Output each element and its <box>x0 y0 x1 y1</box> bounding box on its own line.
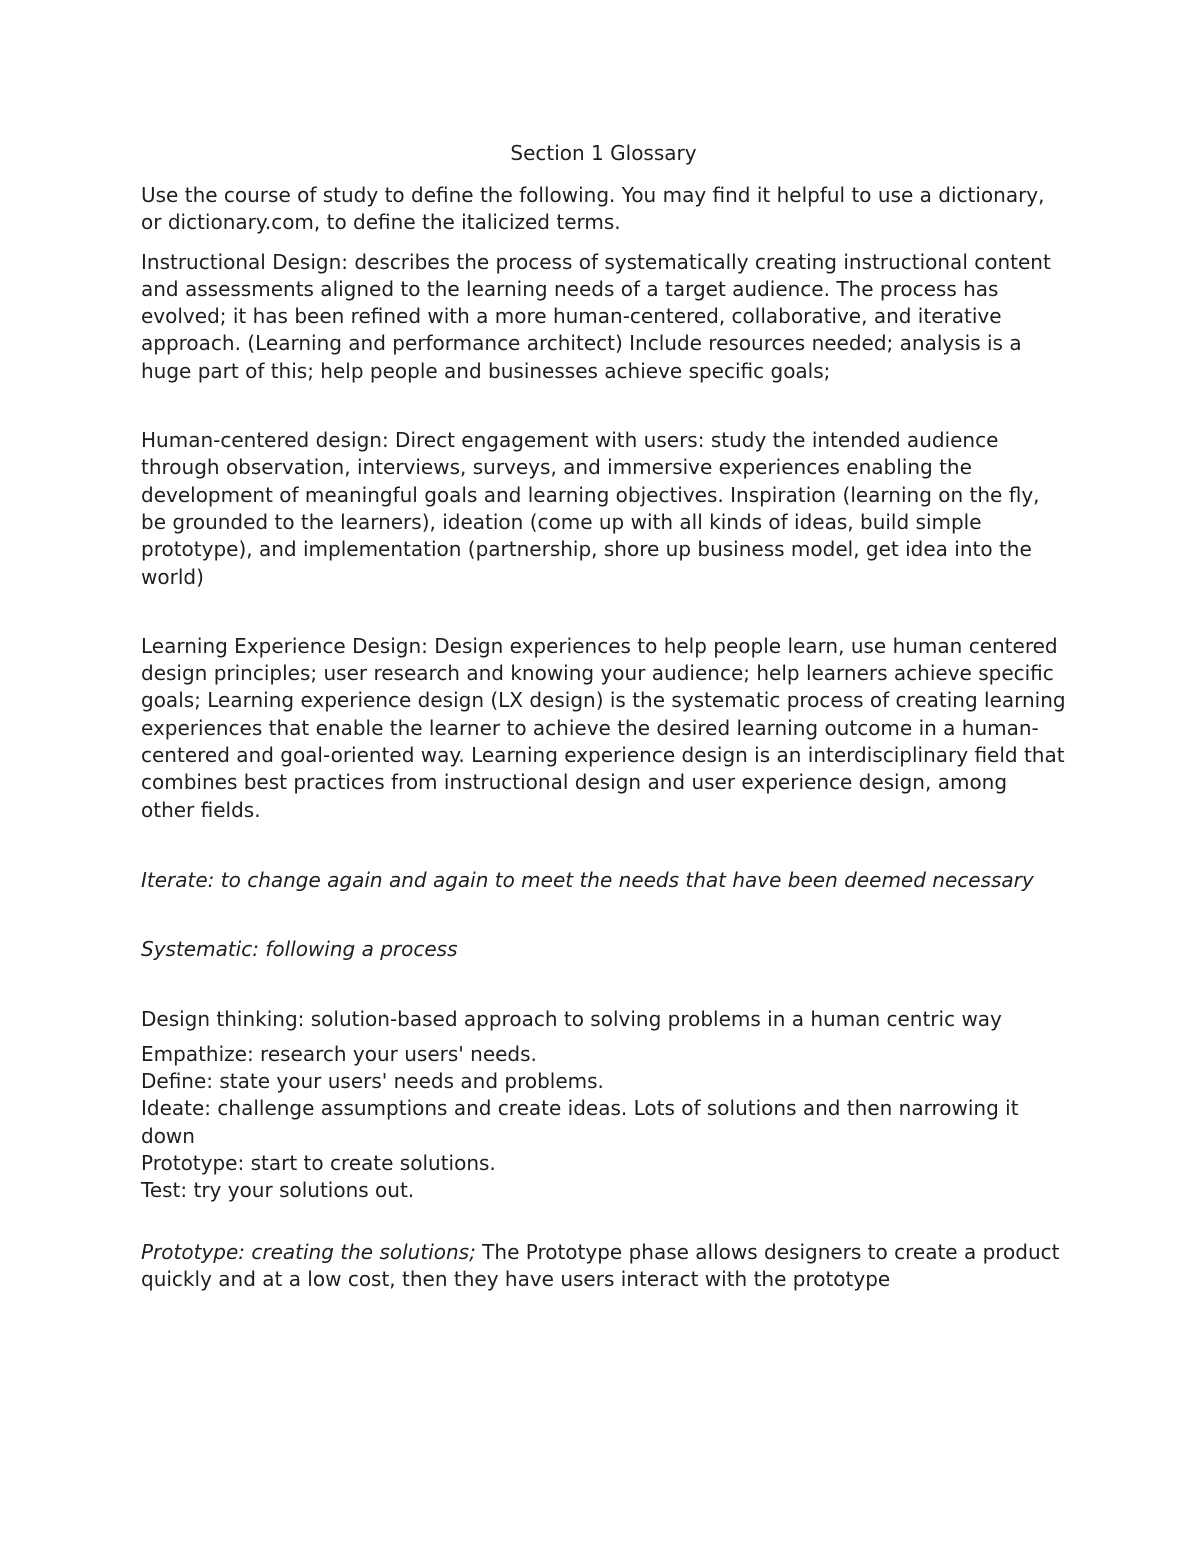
term-definition: The Prototype phase allows designers to create a product quickly and at a low cost, then they have users interact with the prototype <box>141 1239 1060 1291</box>
page-title: Section 1 Glossary <box>510 141 697 165</box>
entry-iterate: Iterate: to change again and again to meet the needs that have been deemed necessary <box>141 867 1034 892</box>
step-empathize: Empathize: research your users' needs. <box>141 1041 537 1066</box>
step-test: Test: try your solutions out. <box>141 1178 415 1203</box>
step-define: Define: state your users' needs and problems. <box>141 1069 604 1094</box>
entry-human-centered-design <box>141 427 1066 591</box>
entry-learning-experience-design <box>141 633 1066 824</box>
entry-systematic: Systematic: following a process <box>141 937 458 962</box>
step-prototype: Prototype: start to create solutions. <box>141 1151 496 1176</box>
term-definition: Direct engagement with users: study the intended audience through observation, interviews, surveys, and immersive experiences enabling the development of meaningful goals and learning objectives. Inspiration (learning on the fly, be grounded to the learners), ideation (come up with all kinds of ideas, build simple prototype), and implementation (partnership, shore up business model, get idea into the world) <box>141 428 1040 589</box>
term-label: Instructional Design: <box>141 249 349 274</box>
entry-design-thinking: Design thinking: solution-based approach to solving problems in a human centric way <box>141 1006 1002 1031</box>
term-label: Learning Experience Design: <box>141 633 428 658</box>
term-label: Human-centered design: <box>141 428 389 453</box>
entry-instructional-design <box>141 249 1066 385</box>
intro-paragraph: Use the course of study to define the following. You may find it helpful to use a dictionary, or dictionary.com, to define the italicized terms. <box>141 183 1045 235</box>
entry-prototype <box>141 1239 1066 1294</box>
term-label: Prototype: creating the solutions; <box>141 1239 476 1264</box>
design-thinking-steps <box>141 1041 1066 1205</box>
step-ideate: Ideate: challenge assumptions and create ideas. Lots of solutions and then narrowing it down <box>141 1096 1019 1148</box>
term-definition: describes the process of systematically creating instructional content and assessments aligned to the learning needs of a target audience. The process has evolved; it has been refined with a more human-centered, collaborative, and iterative approach. (Learning and performance architect) Include resources needed; analysis is a huge part of this; help people and businesses achieve specific goals; <box>141 249 1051 383</box>
term-definition: Design experiences to help people learn, use human centered design principles; user research and knowing your audience; help learners achieve specific goals; Learning experience design (LX design) is the systematic process of creating learning experiences that enable the learner to achieve the desired learning outcome in a human-centered and goal-oriented way. Learning experience design is an interdisciplinary field that combines best practices from instructional design and user experience design, among other fields. <box>141 633 1066 822</box>
document-body <box>141 138 1066 1293</box>
